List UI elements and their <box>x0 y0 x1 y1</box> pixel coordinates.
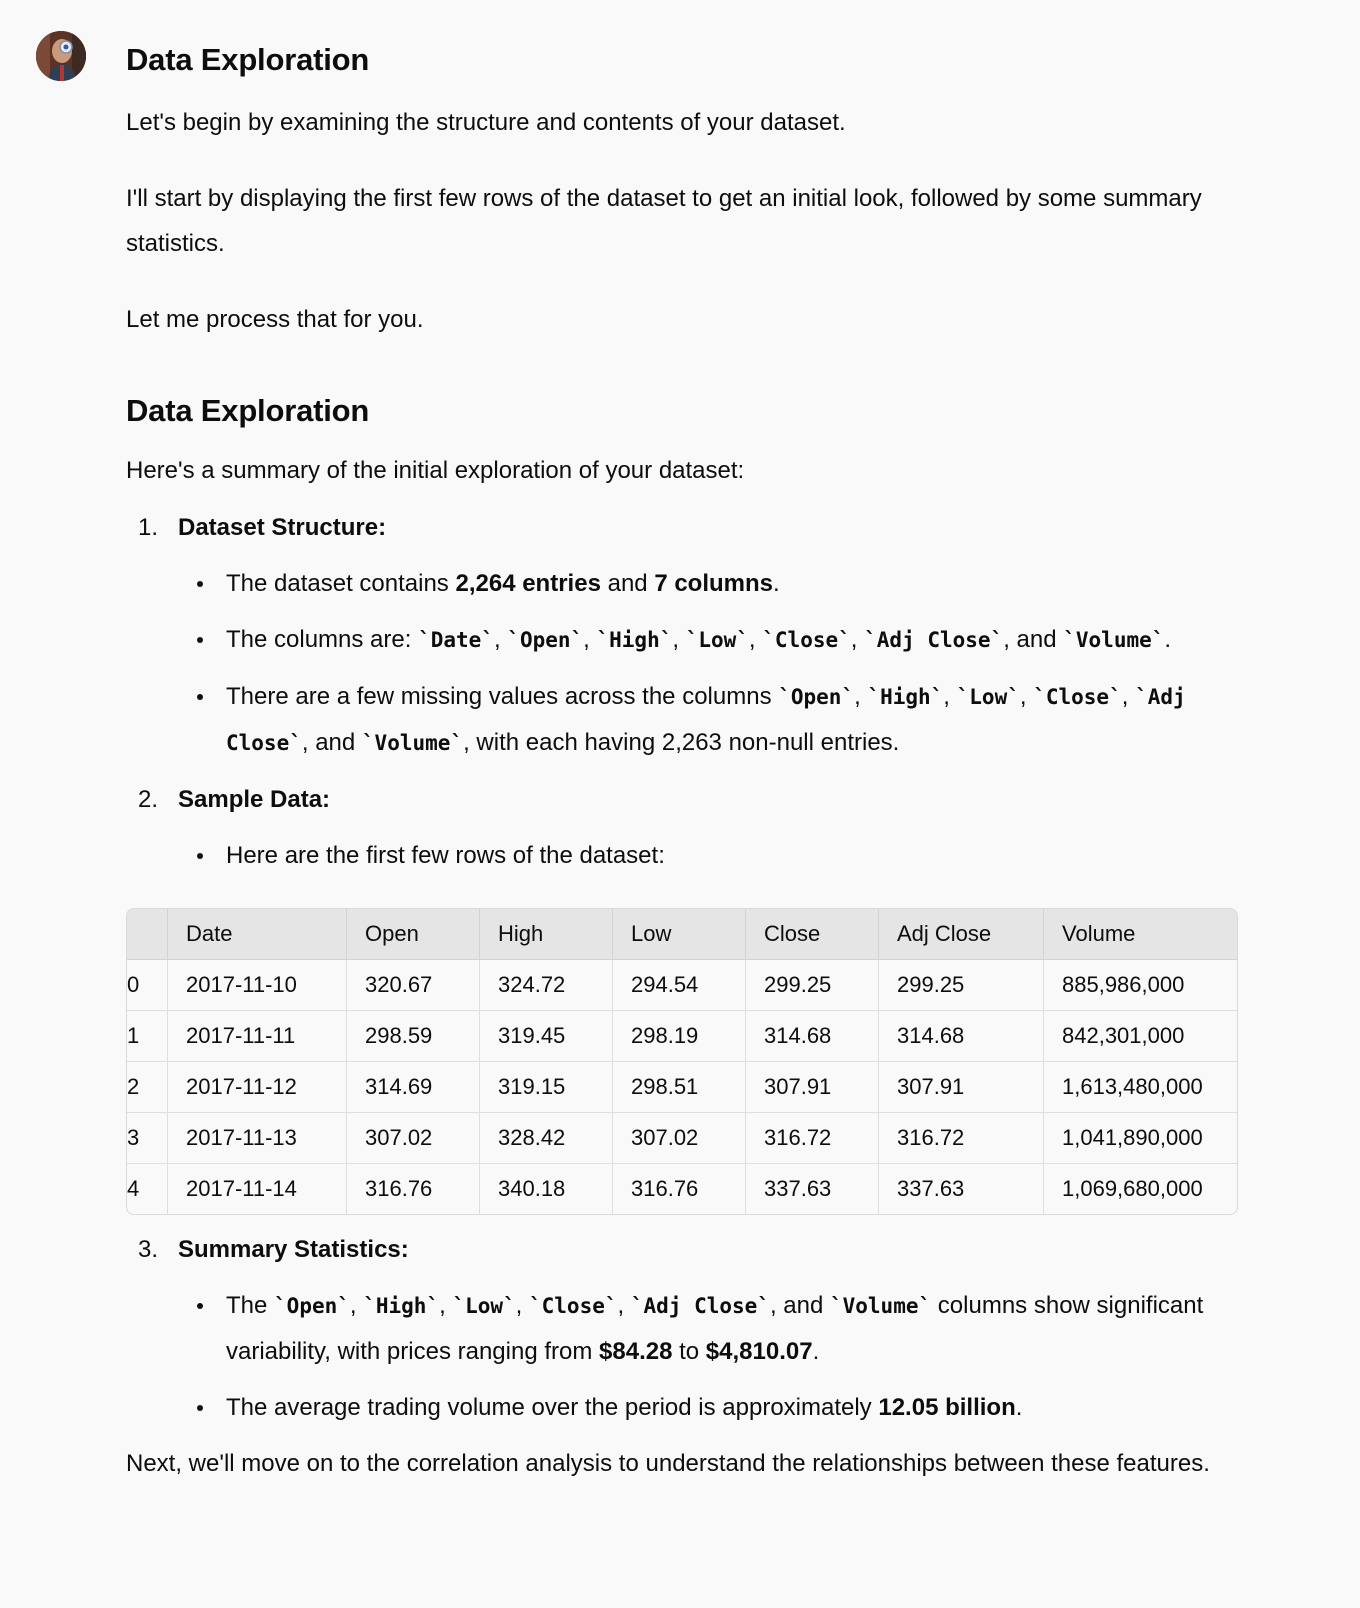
code-adj-close: `Adj Close` <box>630 1294 770 1318</box>
cell-close: 314.68 <box>746 1011 879 1062</box>
text: columns show significant variability, with prices ranging from <box>226 1292 1204 1365</box>
sample-data-bullets <box>178 833 1266 878</box>
cell-index: 1 <box>127 1011 168 1062</box>
table-row <box>127 1164 1237 1215</box>
cell-low: 316.76 <box>613 1164 746 1215</box>
cell-volume: 842,301,000 <box>1044 1011 1238 1062</box>
cell-close: 299.25 <box>746 960 879 1011</box>
sample-data-table <box>126 908 1238 1215</box>
plan-paragraph: I'll start by displaying the first few rows of the dataset to get an initial look, followed by some summary statistics. <box>126 185 1202 257</box>
cell-date: 2017-11-13 <box>168 1113 347 1164</box>
cell-low: 298.19 <box>613 1011 746 1062</box>
text: The <box>226 1292 275 1319</box>
header-volume: Volume <box>1044 909 1238 960</box>
code-volume: `Volume` <box>829 1294 932 1318</box>
text: . <box>1015 1394 1023 1421</box>
exploration-list-continued <box>126 1227 1266 1430</box>
cell-volume: 1,069,680,000 <box>1062 1176 1203 1201</box>
max-price: $4,810.07 <box>705 1338 813 1365</box>
list-number: 2. <box>138 786 159 813</box>
code-close: `Close` <box>529 1294 618 1318</box>
bullet-entries <box>178 561 1266 606</box>
cell-volume: 1,041,890,000 <box>1044 1113 1238 1164</box>
cell-close: 337.63 <box>746 1164 879 1215</box>
cell-open: 298.59 <box>347 1011 480 1062</box>
code-adj-close: `Adj Close` <box>864 628 1004 652</box>
cell-adj-close: 337.63 <box>879 1164 1044 1215</box>
list-item-sample-data <box>126 777 1266 878</box>
summary-intro-paragraph: Here's a summary of the initial exploration of your dataset: <box>126 457 745 484</box>
cell-close: 316.72 <box>746 1113 879 1164</box>
header-adj-close: Adj Close <box>879 909 1044 960</box>
cell-date: 2017-11-11 <box>168 1011 347 1062</box>
code-volume: `Volume` <box>361 731 464 755</box>
cell-index: 0 <box>127 960 168 1011</box>
text: The columns are: <box>226 626 419 653</box>
code-date: `Date` <box>418 628 494 652</box>
cell-high: 324.72 <box>480 960 613 1011</box>
code-open: `Open` <box>507 628 584 652</box>
list-heading: Summary Statistics: <box>178 1236 409 1263</box>
text: , with each having 2,263 non-null entries. <box>463 729 900 756</box>
cell-open: 307.02 <box>347 1113 480 1164</box>
text: to <box>672 1338 706 1365</box>
list-item-summary-statistics <box>126 1227 1266 1430</box>
cell-open: 316.76 <box>347 1164 480 1215</box>
list-number: 1. <box>138 514 159 541</box>
list-number: 3. <box>138 1236 159 1263</box>
cell-adj-close: 299.25 <box>879 960 1044 1011</box>
code-open: `Open` <box>778 685 855 709</box>
code-open: `Open` <box>274 1294 350 1318</box>
next-steps-paragraph: Next, we'll move on to the correlation analysis to understand the relationships between these features. <box>126 1450 1210 1477</box>
cell-adj-close: 316.72 <box>879 1113 1044 1164</box>
average-volume: 12.05 billion <box>878 1394 1016 1421</box>
assistant-avatar <box>36 31 86 81</box>
text: and <box>600 570 655 597</box>
header-high: High <box>480 909 613 960</box>
cell-open: 320.67 <box>347 960 480 1011</box>
table-row <box>127 1113 1237 1164</box>
text: , and <box>769 1292 830 1319</box>
cell-date: 2017-11-12 <box>168 1062 347 1113</box>
header-open: Open <box>347 909 480 960</box>
cell-high: 328.42 <box>480 1113 613 1164</box>
process-paragraph: Let me process that for you. <box>126 306 424 333</box>
table-row <box>127 1011 1237 1062</box>
cell-date: 2017-11-14 <box>168 1164 347 1215</box>
header-index <box>127 909 168 960</box>
text: . <box>773 570 780 597</box>
text: The average trading volume over the period is approximately <box>226 1394 879 1421</box>
code-close: `Close` <box>762 628 851 652</box>
dataset-structure-bullets <box>178 561 1266 766</box>
cell-open: 314.69 <box>347 1062 480 1113</box>
assistant-message <box>126 36 1266 1486</box>
intro-paragraph: Let's begin by examining the structure and contents of your dataset. <box>126 109 846 136</box>
cell-adj-close: 307.91 <box>879 1062 1044 1113</box>
list-heading: Dataset Structure: <box>178 514 387 541</box>
bullet-variability: The `Open`, `High`, `Low`, `Close`, `Adj Close`, and `Volume` columns show significant variability, with prices ranging from $84.28 to $4,810.07. <box>178 1283 1266 1374</box>
exploration-list <box>126 505 1266 878</box>
heading-data-exploration: Data Exploration <box>126 42 370 77</box>
text: , and <box>301 729 362 756</box>
cell-index: 3 <box>127 1113 168 1164</box>
list-heading: Sample Data: <box>178 786 331 813</box>
text: , and <box>1003 626 1064 653</box>
entries-count: 2,264 entries <box>455 570 601 597</box>
summary-statistics-bullets <box>178 1283 1266 1430</box>
text: There are a few missing values across the columns <box>226 683 779 710</box>
cell-high: 319.15 <box>480 1062 613 1113</box>
cell-low: 294.54 <box>613 960 746 1011</box>
code-low: `Low` <box>685 628 749 652</box>
avatar-portrait-icon <box>36 31 86 81</box>
table-header-row <box>127 909 1237 960</box>
columns-count: 7 columns <box>654 570 774 597</box>
cell-index: 2 <box>127 1062 168 1113</box>
code-adj-close: `Adj Close` <box>226 685 1186 755</box>
code-volume: `Volume` <box>1063 628 1165 652</box>
cell-low: 298.51 <box>613 1062 746 1113</box>
code-high: `High` <box>596 628 673 652</box>
data-table <box>127 909 1237 1214</box>
cell-index: 4 <box>127 1164 168 1215</box>
bullet-columns: The columns are: `Date`, `Open`, `High`, `Low`, `Close`, `Adj Close`, and `Volume`. <box>178 617 1266 663</box>
header-close: Close <box>746 909 879 960</box>
code-high: `High` <box>867 685 944 709</box>
cell-low: 307.02 <box>613 1113 746 1164</box>
text: . <box>812 1338 820 1365</box>
code-high: `High` <box>363 1294 440 1318</box>
table-row <box>127 1062 1237 1113</box>
code-low: `Low` <box>956 685 1020 709</box>
cell-date: 2017-11-10 <box>168 960 347 1011</box>
bullet-average-volume <box>178 1385 1266 1430</box>
table-row <box>127 960 1237 1011</box>
header-low: Low <box>613 909 746 960</box>
code-low: `Low` <box>452 1294 516 1318</box>
bullet-missing-values: There are a few missing values across the columns `Open`, `High`, `Low`, `Close`, `Adj Close`, and `Volume`, with each having 2,263 non-null entries. <box>178 674 1266 766</box>
min-price: $84.28 <box>599 1338 673 1365</box>
text: . <box>1164 626 1172 653</box>
cell-close: 307.91 <box>746 1062 879 1113</box>
cell-high: 319.45 <box>480 1011 613 1062</box>
list-item-dataset-structure <box>126 505 1266 766</box>
text: The dataset contains <box>226 570 456 597</box>
heading-data-exploration-2: Data Exploration <box>126 393 370 428</box>
cell-volume: 885,986,000 <box>1044 960 1238 1011</box>
header-date: Date <box>168 909 347 960</box>
cell-high: 340.18 <box>480 1164 613 1215</box>
cell-adj-close: 314.68 <box>879 1011 1044 1062</box>
code-close: `Close` <box>1033 685 1122 709</box>
bullet-first-rows: Here are the first few rows of the dataset: <box>178 833 1266 878</box>
cell-volume: 1,613,480,000 <box>1044 1062 1238 1113</box>
